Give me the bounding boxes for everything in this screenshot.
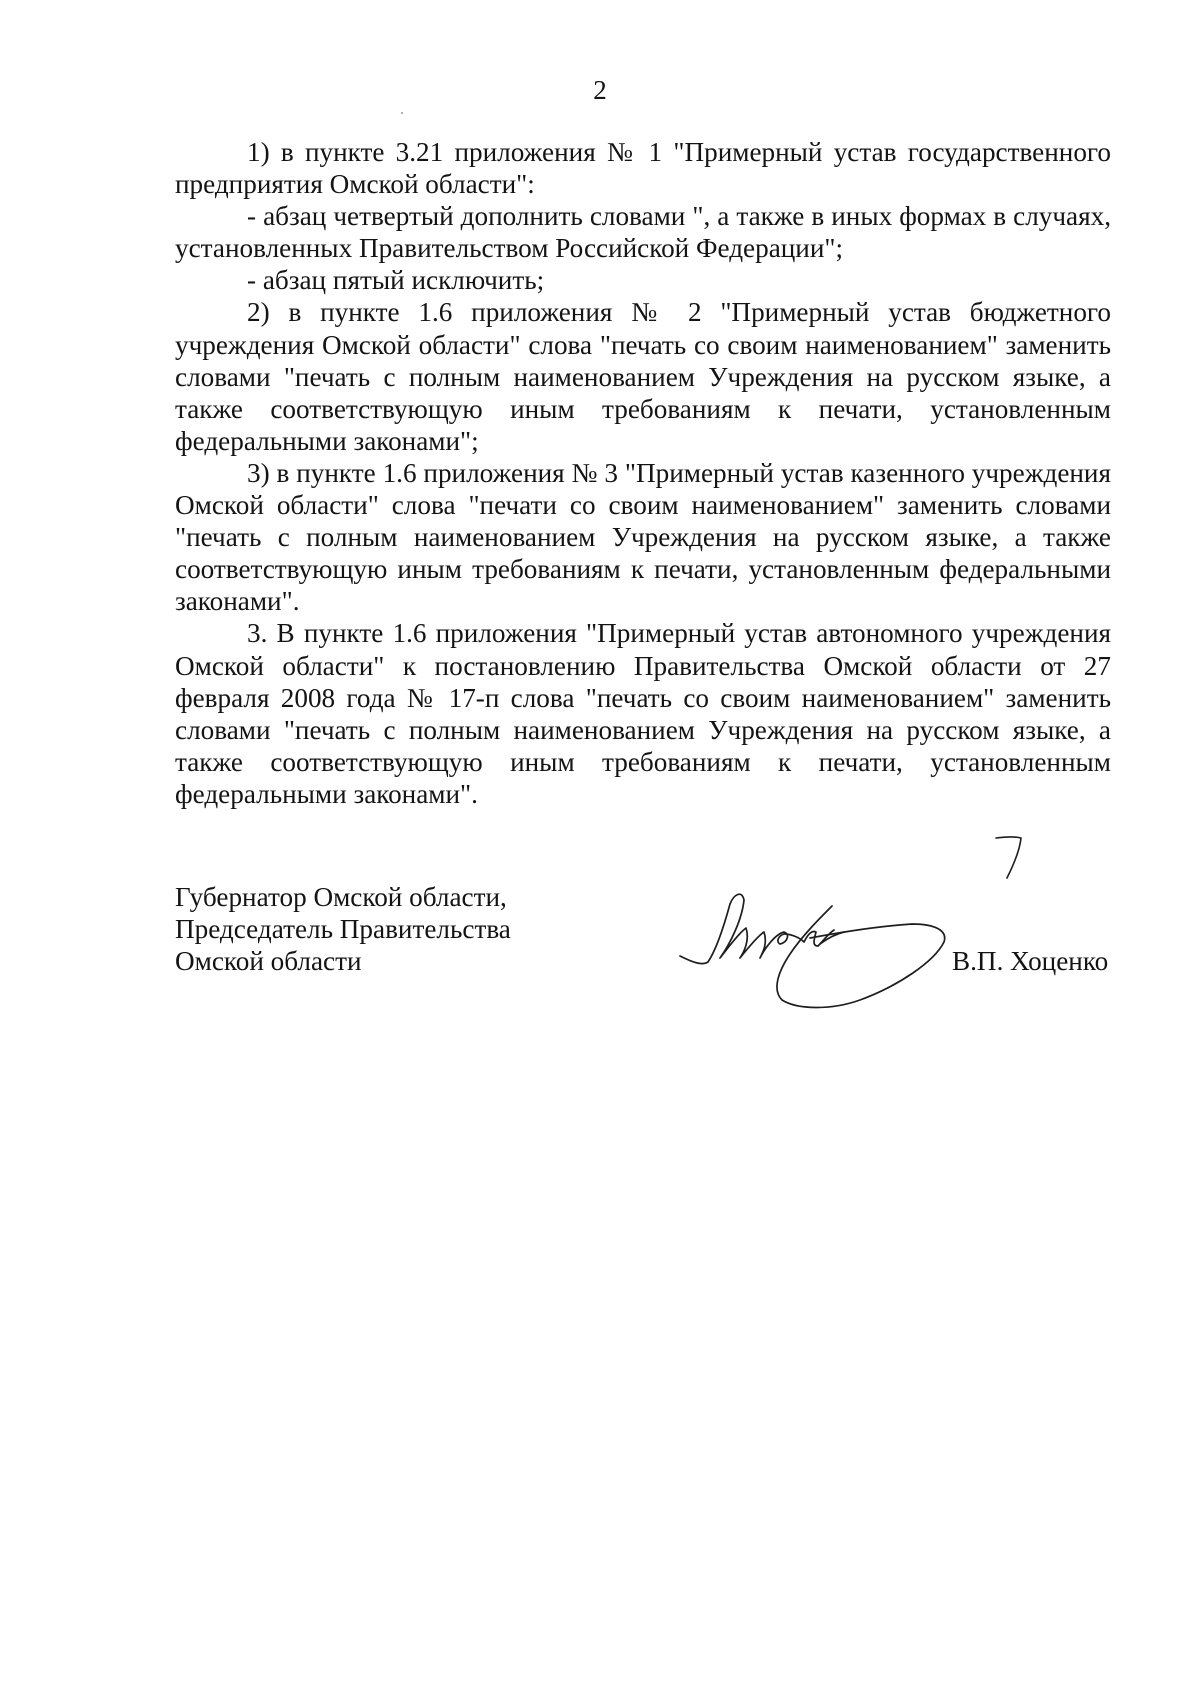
document-body bbox=[175, 136, 1111, 810]
paragraph-section-3: 3. В пункте 1.6 приложения "Примерный устав автономного учреждения Омской области" к постановлению Правительства Омской области от 27 февраля 2008 года № 17-п слова "печать со своим наименованием" заменить словами "печать с полным наименованием Учреждения на русском языке, а также соответствующую иным требованиям к печати, установленным федеральными законами". bbox=[175, 618, 1111, 809]
scan-speck bbox=[401, 112, 403, 114]
signer-name: В.П. Хоценко bbox=[952, 946, 1109, 976]
page-number: 2 bbox=[593, 75, 607, 105]
paragraph-item-2: 2) в пункте 1.6 приложения № 2 "Примерный устав бюджетного учреждения Омской области" слова "печать со своим наименованием" заменить словами "печать с полным наименованием Учреждения на русском языке, а также соответствующую иным требованиям к печати, установленным федеральными законами"; bbox=[175, 297, 1111, 456]
paragraph-subitem-abzac-5: - абзац пятый исключить; bbox=[247, 265, 545, 296]
paragraph-item-3: 3) в пункте 1.6 приложения № 3 "Примерный устав казенного учреждения Омской области" слова "печати со своим наименованием" заменить словами "печать с полным наименованием Учреждения на русском языке, а также соответствующую иным требованиям к печати, установленным федеральными законами". bbox=[175, 457, 1111, 617]
handwritten-tick-icon bbox=[990, 832, 1030, 884]
signatory-title-line: Омской области bbox=[175, 946, 362, 977]
paragraph-subitem-abzac-4: - абзац четвертый дополнить словами ", а также в иных формах в случаях, установленных Правительством Российской Федерации"; bbox=[175, 201, 1111, 264]
signatory-title-line: Губернатор Омской области, bbox=[175, 882, 507, 912]
handwritten-signature-icon bbox=[672, 838, 962, 1018]
signatory-title-line: Председатель Правительства bbox=[175, 914, 511, 945]
signatory-title bbox=[175, 881, 635, 977]
paragraph-item-1: 1) в пункте 3.21 приложения № 1 "Примерный устав государственного предприятия Омской области": bbox=[175, 137, 1111, 200]
